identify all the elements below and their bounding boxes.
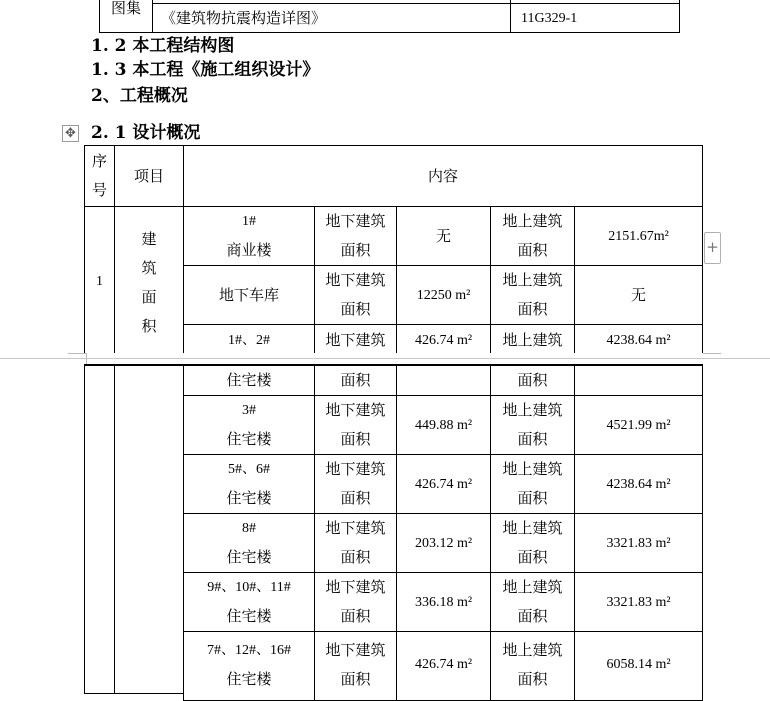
row-under-value-cell-continued: [396, 364, 491, 396]
heading-2-1: 2. 1 设计概况: [91, 123, 201, 143]
table-add-column-handle[interactable]: [704, 232, 721, 264]
row-above-label: 地上建筑面积: [502, 401, 563, 448]
row-name-cell: [183, 513, 315, 573]
row-under-label: 地下建筑面积: [325, 519, 386, 566]
row-under-value: 426.74 m²: [414, 657, 473, 672]
row-above-value: 2151.67m²: [608, 228, 669, 244]
atlas-label-text: 图集: [110, 0, 141, 17]
row-above-label-cell: [490, 324, 575, 356]
row-name-line1: 8#: [242, 521, 256, 536]
row-name-line1: 1#、2#: [228, 333, 270, 348]
row-above-value-cell: [574, 324, 703, 356]
row-above-label: 地上建筑面积: [502, 460, 563, 507]
row-above-label: 地上建筑面积: [502, 271, 563, 318]
row-above-label-part1: 地上建筑: [502, 331, 563, 349]
row-above-label-cell-continued: [490, 364, 575, 396]
header-seq-cell: [84, 145, 115, 207]
row-under-label: 地下建筑面积: [325, 460, 386, 507]
row-above-value-cell: [574, 513, 703, 573]
row-above-value: 3321.83 m²: [606, 535, 671, 551]
row-name-line2: 住宅楼: [226, 371, 272, 389]
atlas-label-cell-lower: [99, 3, 153, 33]
row-under-value: 无: [435, 226, 451, 245]
atlas-name-cell: [152, 3, 511, 33]
row-under-label-cell: [314, 631, 397, 701]
row-name-line1: 9#、10#、11#: [207, 580, 291, 595]
item-cell: [114, 206, 184, 356]
row-name-cell: [183, 206, 315, 266]
atlas-code-cell: [510, 3, 680, 33]
row-name-cell: [183, 454, 315, 514]
seq-value: 1: [96, 273, 103, 289]
row-under-value-cell: [396, 631, 491, 701]
row-name-cell: [183, 265, 315, 325]
row-under-value: 426.74 m²: [414, 333, 473, 348]
heading-2: 2、工程概况: [91, 86, 188, 106]
row-above-value: 6058.14 m²: [606, 657, 671, 672]
page-corner-right: [703, 353, 721, 354]
row-name-line1: 地下车库: [218, 285, 279, 304]
row-under-value: 449.88 m²: [414, 417, 473, 433]
atlas-name: 《建筑物抗震构造详图》: [161, 8, 327, 27]
row-above-label-cell: [490, 206, 575, 266]
header-item: 项目: [133, 166, 164, 185]
item-value: 建筑面积: [141, 230, 157, 335]
row-above-label-part2: 面积: [517, 371, 548, 389]
row-under-value-cell: [396, 395, 491, 455]
row-name-line2: 商业楼: [226, 241, 272, 259]
row-above-label: 地上建筑面积: [502, 641, 563, 688]
row-under-value: 203.12 m²: [414, 535, 473, 551]
row-above-label: 地上建筑面积: [502, 519, 563, 566]
row-under-label: 地下建筑面积: [325, 212, 386, 259]
row-under-label-cell: [314, 265, 397, 325]
seq-cell: [84, 206, 115, 356]
row-under-label: 地下建筑面积: [325, 271, 386, 318]
row-name-cell-continued: [183, 364, 315, 396]
row-above-value-cell: [574, 572, 703, 632]
row-under-value-cell: [396, 572, 491, 632]
row-name-line2: 住宅楼: [226, 607, 272, 625]
row-under-value: 336.18 m²: [414, 594, 473, 610]
header-content: 内容: [427, 166, 458, 185]
move-cross-icon: ✥: [65, 126, 76, 141]
row-under-label-cell: [314, 572, 397, 632]
row-name-cell: [183, 572, 315, 632]
row-under-label-cell: [314, 395, 397, 455]
row-above-label-cell: [490, 572, 575, 632]
row-under-value-cell: [396, 206, 491, 266]
row-under-label-cell: [314, 324, 397, 356]
row-name-line2: 住宅楼: [226, 489, 272, 507]
row-name-line2: 住宅楼: [226, 670, 272, 688]
row-under-label: 地下建筑面积: [325, 578, 386, 625]
row-name-cell: [183, 395, 315, 455]
item-cell-continued: [114, 364, 184, 694]
row-above-value-cell: [574, 395, 703, 455]
row-under-label-cell: [314, 513, 397, 573]
row-under-value-cell: [396, 513, 491, 573]
atlas-code: 11G329-1: [521, 10, 578, 26]
row-above-value: 4238.64 m²: [606, 476, 671, 492]
row-name-line1: 7#、12#、16#: [207, 643, 291, 658]
row-above-label: 地上建筑面积: [502, 212, 563, 259]
row-name-cell: [183, 631, 315, 701]
row-under-label-cell: [314, 454, 397, 514]
row-under-label-cell: [314, 206, 397, 266]
row-above-label-cell: [490, 454, 575, 514]
row-above-value-cell: [574, 631, 703, 701]
seq-cell-continued: [84, 364, 115, 694]
row-above-label-cell: [490, 513, 575, 573]
heading-1-3: 1. 3 本工程《施工组织设计》: [91, 60, 320, 80]
row-name-line1: 5#、6#: [228, 462, 270, 477]
row-name-line1: 3#: [242, 403, 256, 418]
page-corner-left: [68, 353, 86, 354]
row-above-value-cell: [574, 454, 703, 514]
row-name-line2: 住宅楼: [226, 430, 272, 448]
row-under-value: 12250 m²: [416, 287, 471, 303]
row-above-label-cell: [490, 631, 575, 701]
plus-icon: +: [706, 238, 719, 256]
row-under-value-cell: [396, 454, 491, 514]
row-above-value-cell-continued: [574, 364, 703, 396]
header-item-cell: [114, 145, 184, 207]
row-above-value: 4238.64 m²: [606, 333, 671, 348]
row-name-cell: [183, 324, 315, 356]
row-above-label-cell: [490, 265, 575, 325]
header-content-cell: [183, 145, 703, 207]
table-move-handle[interactable]: [62, 125, 79, 142]
row-under-value-cell: [396, 265, 491, 325]
row-under-label: 地下建筑面积: [325, 401, 386, 448]
row-above-value-cell: [574, 206, 703, 266]
row-under-value-cell: [396, 324, 491, 356]
row-above-value: 4521.99 m²: [606, 417, 671, 433]
row-above-label-cell: [490, 395, 575, 455]
row-under-label-part2: 面积: [340, 371, 371, 389]
header-seq: 序号: [91, 152, 107, 199]
row-under-label-part1: 地下建筑: [325, 331, 386, 349]
row-under-value: 426.74 m²: [414, 476, 473, 492]
row-above-value-cell: [574, 265, 703, 325]
row-above-value: 无: [630, 285, 646, 304]
heading-1-2: 1. 2 本工程结构图: [91, 36, 235, 56]
row-name-line2: 住宅楼: [226, 548, 272, 566]
row-under-label: 地下建筑面积: [325, 641, 386, 688]
row-above-value: 3321.83 m²: [606, 594, 671, 610]
page-break-line: [0, 358, 770, 359]
row-above-label: 地上建筑面积: [502, 578, 563, 625]
row-under-label-cell-continued: [314, 364, 397, 396]
row-name-line1: 1#: [242, 214, 256, 229]
